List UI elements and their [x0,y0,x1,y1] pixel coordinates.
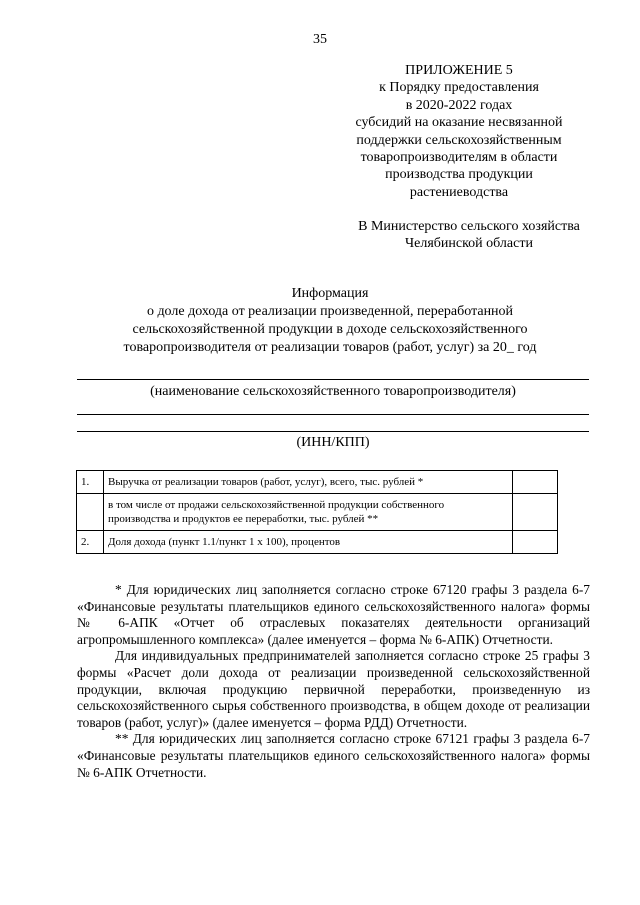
title-line: сельскохозяйственной продукции в доходе сельскохозяйственного [132,322,528,337]
inn-line [77,431,589,432]
addressee-line: Челябинской области [405,236,533,252]
table-row [77,471,558,494]
appendix-line: товаропроизводителям в области [360,150,558,166]
appendix-line: к Порядку предоставления [379,80,539,96]
row-description: Выручка от реализации товаров (работ, услуг), всего, тыс. рублей * [104,471,513,494]
row-number: 1. [77,471,104,494]
row-number: 2. [77,531,104,554]
table-row [77,494,558,531]
appendix-line: производства продукции [385,167,533,183]
title-line: товаропроизводителя от реализации товаров (работ, услуг) за 20_ год [123,340,537,355]
page-number: 35 [313,32,327,47]
appendix-line: в 2020-2022 годах [405,97,513,113]
row-value-cell [513,531,558,554]
blank-fill-line [77,414,589,415]
row-description: в том числе от продажи сельскохозяйственной продукции собственного производства и продуктов ее переработки, тыс. рублей ** [104,494,513,531]
row-value-cell [513,471,558,494]
producer-name-caption: (наименование сельскохозяйственного товаропроизводителя) [150,384,516,399]
row-description: Доля дохода (пункт 1.1/пункт 1 х 100), процентов [104,531,513,554]
footnote-legal-entities: * Для юридических лиц заполняется согласно строке 67120 графы 3 раздела 6-7 «Финансовые результаты плательщиков единого сельскохозяйственного налога» формы № 6-АПК «Отчет об отраслевых показателях деятельности организаций агропромышленного комплекса» (далее именуется – форма № 6-АПК) Отчетности. [77,582,590,647]
footnotes [77,582,590,781]
footnote-individual-entrepreneurs: Для индивидуальных предпринимателей заполняется согласно строке 25 графы 3 формы «Расчет доли дохода от реализации произведенной сельскохозяйственной продукции, включая продукцию первичной переработки, произведенную из сельскохозяйственного сырья собственного производства, в общем доходе от реализации товаров (работ, услуг)» (далее именуется – форма РДД) Отчетности. [77,648,590,730]
inn-caption: (ИНН/КПП) [296,435,370,450]
title-line: о доле дохода от реализации произведенной, переработанной [146,304,514,319]
table-row [77,531,558,554]
addressee-block [340,218,598,253]
appendix-line: поддержки сельскохозяйственным [356,132,562,148]
row-number [77,494,104,531]
appendix-heading-block [330,62,588,201]
income-share-table [76,470,558,554]
producer-name-line [77,379,589,380]
addressee-line: В Министерство сельского хозяйства [358,219,580,234]
document-title [60,285,600,357]
title-line: Информация [291,286,369,301]
footnote-legal-entities-line-67121: ** Для юридических лиц заполняется согласно строке 67121 графы 3 раздела 6-7 «Финансовые результаты плательщиков единого сельскохозяйственного налога» формы № 6-АПК Отчетности. [77,731,590,780]
row-value-cell [513,494,558,531]
appendix-line: растениеводства [409,184,509,200]
appendix-heading: ПРИЛОЖЕНИЕ 5 [405,63,513,78]
appendix-line: субсидий на оказание несвязанной [355,115,563,131]
